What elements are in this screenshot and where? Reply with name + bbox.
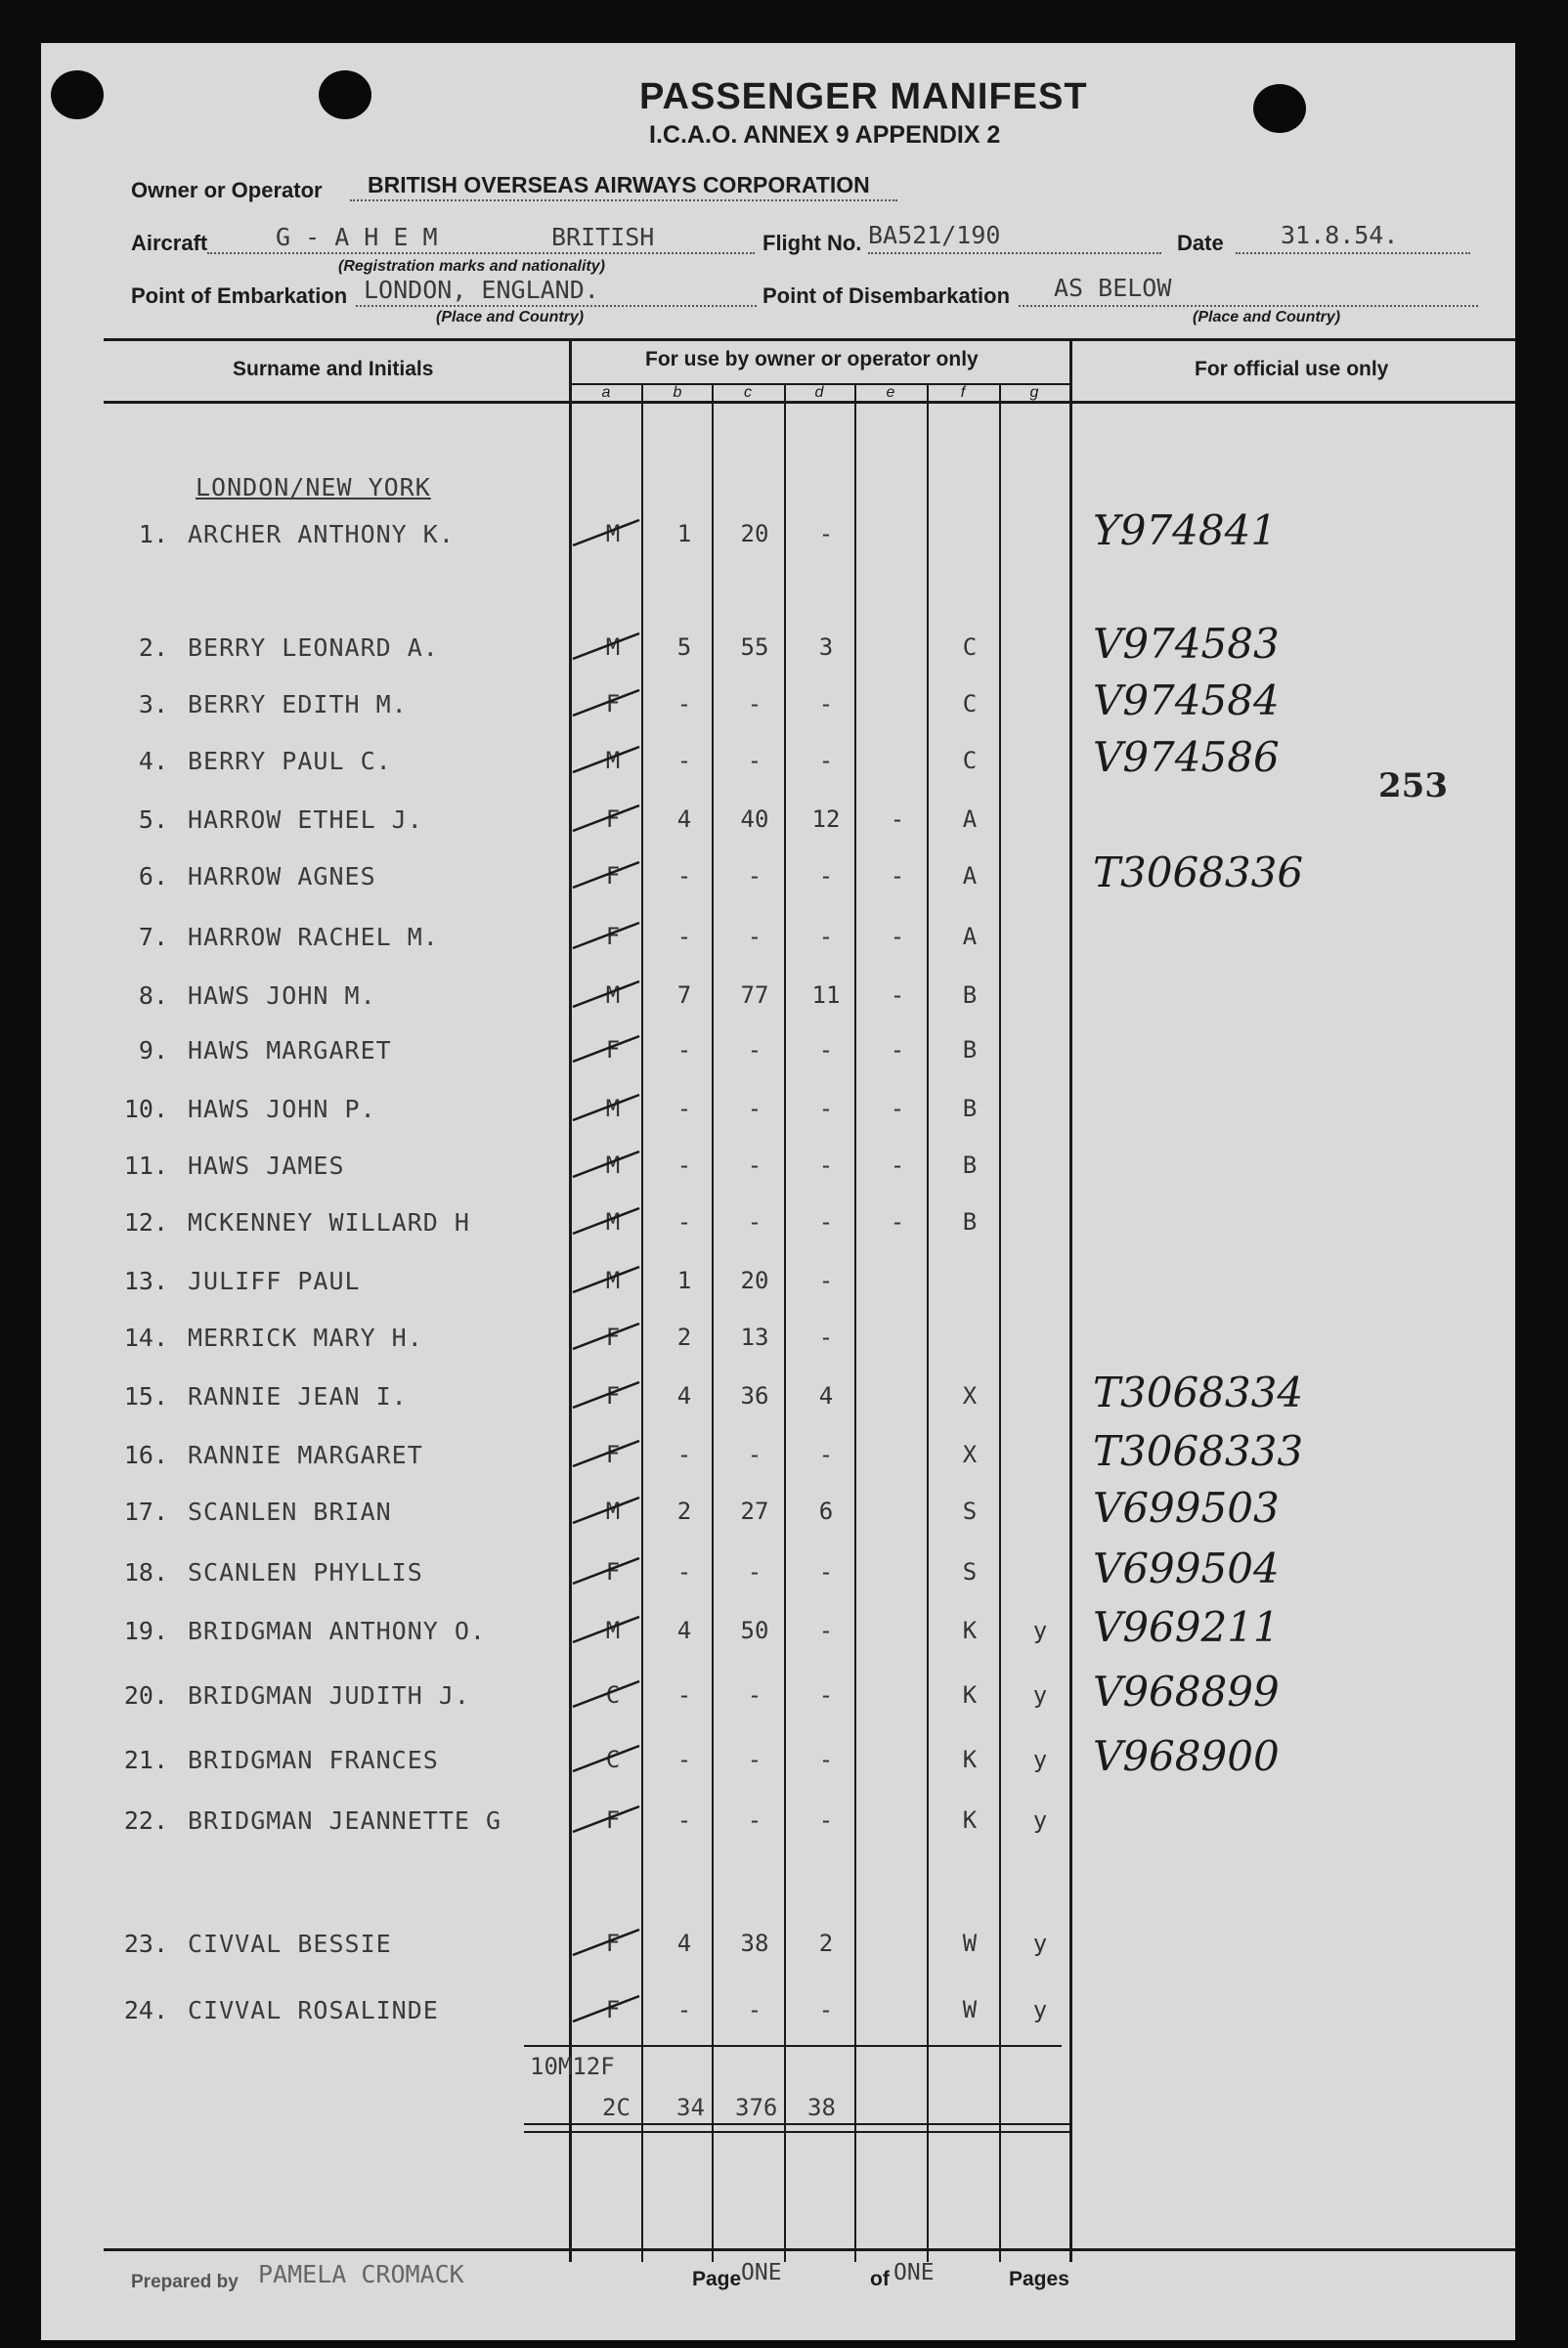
- cell-c: 38: [740, 1930, 769, 1957]
- check-mark-icon: [569, 978, 647, 1013]
- cell-e: -: [890, 1095, 905, 1122]
- cell-a: F: [605, 1036, 621, 1064]
- cell-d: -: [818, 1996, 834, 2023]
- cell-a: M: [605, 747, 621, 774]
- cell-e: -: [890, 981, 905, 1009]
- check-mark-icon: [569, 516, 647, 551]
- cell-c: -: [747, 1441, 762, 1468]
- cell-f: K: [962, 1806, 978, 1834]
- check-mark-icon: [569, 1204, 647, 1239]
- cell-f: X: [962, 1441, 978, 1468]
- official-use-number: V974586: [1093, 733, 1280, 781]
- owner-value: BRITISH OVERSEAS AIRWAYS CORPORATION: [368, 172, 870, 197]
- cell-c: -: [747, 1806, 762, 1834]
- cell-d: 3: [818, 633, 834, 661]
- subcolumn-a: a: [601, 384, 611, 401]
- row-number: 16.: [123, 1441, 168, 1469]
- check-mark-icon: [569, 1742, 647, 1777]
- cell-c: -: [747, 1036, 762, 1064]
- cell-d: 6: [818, 1498, 834, 1525]
- cell-c: -: [747, 747, 762, 774]
- cell-b: -: [676, 1152, 692, 1179]
- cell-c: 20: [740, 520, 769, 547]
- row-number: 23.: [123, 1930, 168, 1958]
- cell-a: M: [605, 1498, 621, 1525]
- cell-f: A: [962, 862, 978, 890]
- cell-b: 1: [676, 520, 692, 547]
- passenger-name: HARROW RACHEL M.: [188, 923, 439, 951]
- cell-e: -: [890, 1152, 905, 1179]
- cell-b: -: [676, 747, 692, 774]
- passenger-name: HARROW AGNES: [188, 862, 376, 891]
- cell-a: F: [605, 805, 621, 833]
- cell-d: -: [818, 1267, 834, 1294]
- cell-c: -: [747, 1208, 762, 1236]
- cell-b: -: [676, 690, 692, 717]
- check-mark-icon: [569, 919, 647, 954]
- disembarkation-value: AS BELOW: [1054, 274, 1172, 302]
- cell-a: F: [605, 1806, 621, 1834]
- passenger-name: CIVVAL ROSALINDE: [188, 1996, 439, 2024]
- passenger-name: BERRY EDITH M.: [188, 690, 408, 718]
- cell-g: y: [1032, 1617, 1048, 1644]
- aircraft-value: G - A H E M: [276, 223, 438, 251]
- cell-c: -: [747, 1558, 762, 1586]
- cell-b: -: [676, 1036, 692, 1064]
- check-mark-icon: [569, 1803, 647, 1838]
- check-mark-icon: [569, 1926, 647, 1961]
- check-mark-icon: [569, 1992, 647, 2027]
- passenger-name: BERRY LEONARD A.: [188, 633, 439, 662]
- row-number: 19.: [123, 1617, 168, 1645]
- cell-f: B: [962, 1152, 978, 1179]
- cell-d: -: [818, 520, 834, 547]
- cell-f: C: [962, 690, 978, 717]
- cell-d: -: [818, 1806, 834, 1834]
- cell-f: C: [962, 633, 978, 661]
- manifest-subtitle: I.C.A.O. ANNEX 9 APPENDIX 2: [649, 121, 1001, 149]
- page-value: ONE: [741, 2260, 782, 2285]
- row-number: 3.: [138, 690, 168, 718]
- row-number: 24.: [123, 1996, 168, 2024]
- flight-value: BA521/190: [868, 221, 1001, 249]
- passenger-name: BRIDGMAN ANTHONY O.: [188, 1617, 486, 1645]
- cell-f: A: [962, 923, 978, 950]
- cell-b: -: [676, 1681, 692, 1709]
- row-number: 11.: [123, 1152, 168, 1180]
- cell-b: 4: [676, 1617, 692, 1644]
- cell-d: -: [818, 1558, 834, 1586]
- cell-f: W: [962, 1930, 978, 1957]
- cell-f: B: [962, 1095, 978, 1122]
- passenger-name: HAWS JAMES: [188, 1152, 345, 1180]
- official-use-number: T3068333: [1093, 1427, 1304, 1475]
- cell-b: -: [676, 923, 692, 950]
- official-use-number: V969211: [1093, 1603, 1280, 1651]
- passenger-name: BRIDGMAN FRANCES: [188, 1746, 439, 1774]
- column-header-owner: For use by owner or operator only: [645, 348, 979, 370]
- cell-g: y: [1032, 1996, 1048, 2023]
- page-label: Page: [692, 2268, 742, 2290]
- subcolumn-b: b: [673, 384, 682, 401]
- official-use-number: T3068336: [1093, 848, 1304, 896]
- passenger-name: HARROW ETHEL J.: [188, 805, 423, 834]
- cell-a: C: [605, 1746, 621, 1773]
- cell-c: 27: [740, 1498, 769, 1525]
- check-mark-icon: [569, 743, 647, 778]
- check-mark-icon: [569, 1613, 647, 1648]
- check-mark-icon: [569, 1148, 647, 1183]
- column-header-surname: Surname and Initials: [233, 358, 434, 380]
- manifest-title: PASSENGER MANIFEST: [639, 76, 1088, 117]
- cell-b: 1: [676, 1267, 692, 1294]
- cell-c: 36: [740, 1382, 769, 1410]
- cell-d: 2: [818, 1930, 834, 1957]
- check-mark-icon: [569, 1091, 647, 1126]
- row-number: 13.: [123, 1267, 168, 1295]
- cell-a: F: [605, 1441, 621, 1468]
- cell-c: 13: [740, 1324, 769, 1351]
- cell-c: 55: [740, 633, 769, 661]
- totals-c: 376: [735, 2094, 778, 2121]
- row-number: 7.: [138, 923, 168, 951]
- check-mark-icon: [569, 1677, 647, 1713]
- row-number: 4.: [138, 747, 168, 775]
- row-number: 20.: [123, 1681, 168, 1710]
- check-mark-icon: [569, 802, 647, 837]
- official-use-number: T3068334: [1093, 1369, 1304, 1416]
- cell-a: M: [605, 520, 621, 547]
- cell-d: -: [818, 1152, 834, 1179]
- cell-f: K: [962, 1681, 978, 1709]
- passenger-name: RANNIE JEAN I.: [188, 1382, 408, 1411]
- cell-d: 4: [818, 1382, 834, 1410]
- row-number: 18.: [123, 1558, 168, 1587]
- subcolumn-f: f: [960, 384, 966, 401]
- passenger-name: SCANLEN PHYLLIS: [188, 1558, 423, 1587]
- cell-a: M: [605, 1267, 621, 1294]
- cell-c: 20: [740, 1267, 769, 1294]
- check-mark-icon: [569, 686, 647, 721]
- pages-label: Pages: [1009, 2268, 1069, 2290]
- passenger-name: MERRICK MARY H.: [188, 1324, 423, 1352]
- check-mark-icon: [569, 1554, 647, 1589]
- cell-a: M: [605, 633, 621, 661]
- subcolumn-c: c: [744, 384, 752, 401]
- row-number: 9.: [138, 1036, 168, 1065]
- subcolumn-d: d: [814, 384, 824, 401]
- cell-a: F: [605, 690, 621, 717]
- cell-b: -: [676, 862, 692, 890]
- cell-a: M: [605, 1617, 621, 1644]
- cell-f: B: [962, 1036, 978, 1064]
- cell-d: -: [818, 747, 834, 774]
- row-number: 12.: [123, 1208, 168, 1237]
- cell-a: F: [605, 1558, 621, 1586]
- cell-b: -: [676, 1746, 692, 1773]
- row-number: 10.: [123, 1095, 168, 1123]
- date-value: 31.8.54.: [1281, 221, 1399, 249]
- cell-b: -: [676, 1996, 692, 2023]
- cell-a: F: [605, 1996, 621, 2023]
- cell-d: -: [818, 1681, 834, 1709]
- passenger-name: BERRY PAUL C.: [188, 747, 392, 775]
- aircraft-label: Aircraft: [131, 231, 208, 255]
- cell-d: -: [818, 1095, 834, 1122]
- cell-b: 4: [676, 1382, 692, 1410]
- punch-hole-left: [51, 70, 104, 119]
- cell-a: M: [605, 1208, 621, 1236]
- cell-f: B: [962, 981, 978, 1009]
- cell-a: F: [605, 1324, 621, 1351]
- cell-a: M: [605, 1152, 621, 1179]
- check-mark-icon: [569, 1378, 647, 1413]
- row-number: 21.: [123, 1746, 168, 1774]
- official-use-number: V968900: [1093, 1732, 1280, 1780]
- cell-c: -: [747, 1746, 762, 1773]
- cell-b: -: [676, 1806, 692, 1834]
- cell-d: 12: [811, 805, 841, 833]
- cell-c: -: [747, 1681, 762, 1709]
- cell-d: -: [818, 1617, 834, 1644]
- official-use-number: V699503: [1093, 1484, 1280, 1532]
- passenger-name: HAWS MARGARET: [188, 1036, 392, 1065]
- page-stamp-number: 253: [1378, 766, 1448, 805]
- cell-d: 11: [811, 981, 841, 1009]
- totals-count: 10M12F: [530, 2053, 615, 2080]
- official-use-number: V699504: [1093, 1544, 1280, 1592]
- cell-d: -: [818, 923, 834, 950]
- cell-c: -: [747, 923, 762, 950]
- cell-a: C: [605, 1681, 621, 1709]
- totals-a: 2C: [602, 2094, 631, 2121]
- cell-c: 50: [740, 1617, 769, 1644]
- cell-f: S: [962, 1498, 978, 1525]
- check-mark-icon: [569, 1263, 647, 1298]
- row-number: 17.: [123, 1498, 168, 1526]
- cell-e: -: [890, 923, 905, 950]
- cell-d: -: [818, 1036, 834, 1064]
- subcolumn-e: e: [886, 384, 895, 401]
- row-number: 1.: [138, 520, 168, 548]
- cell-c: -: [747, 862, 762, 890]
- cell-d: -: [818, 1746, 834, 1773]
- cell-a: F: [605, 1930, 621, 1957]
- passenger-name: SCANLEN BRIAN: [188, 1498, 392, 1526]
- official-use-number: V974583: [1093, 620, 1280, 668]
- passenger-name: BRIDGMAN JUDITH J.: [188, 1681, 470, 1710]
- cell-g: y: [1032, 1930, 1048, 1957]
- row-number: 2.: [138, 633, 168, 662]
- cell-f: K: [962, 1617, 978, 1644]
- cell-c: 77: [740, 981, 769, 1009]
- column-header-official: For official use only: [1195, 358, 1389, 380]
- check-mark-icon: [569, 1437, 647, 1472]
- row-number: 22.: [123, 1806, 168, 1835]
- passenger-name: HAWS JOHN P.: [188, 1095, 376, 1123]
- check-mark-icon: [569, 630, 647, 665]
- of-value: ONE: [893, 2260, 935, 2285]
- cell-f: K: [962, 1746, 978, 1773]
- cell-c: -: [747, 1996, 762, 2023]
- row-number: 8.: [138, 981, 168, 1010]
- cell-d: -: [818, 1324, 834, 1351]
- cell-b: 2: [676, 1324, 692, 1351]
- official-use-number: V968899: [1093, 1668, 1280, 1716]
- cell-d: -: [818, 690, 834, 717]
- punch-hole-center: [319, 70, 371, 119]
- cell-f: C: [962, 747, 978, 774]
- cell-b: -: [676, 1558, 692, 1586]
- cell-g: y: [1032, 1746, 1048, 1773]
- check-mark-icon: [569, 1320, 647, 1355]
- cell-b: 4: [676, 1930, 692, 1957]
- cell-f: X: [962, 1382, 978, 1410]
- embarkation-value: LONDON, ENGLAND.: [364, 276, 599, 304]
- cell-b: -: [676, 1441, 692, 1468]
- official-use-number: V974584: [1093, 676, 1280, 724]
- cell-b: 2: [676, 1498, 692, 1525]
- cell-d: -: [818, 1208, 834, 1236]
- flight-label: Flight No.: [762, 231, 862, 255]
- passenger-name: CIVVAL BESSIE: [188, 1930, 392, 1958]
- cell-d: -: [818, 862, 834, 890]
- cell-b: 4: [676, 805, 692, 833]
- owner-label: Owner or Operator: [131, 178, 323, 202]
- cell-c: 40: [740, 805, 769, 833]
- prepared-value: PAMELA CROMACK: [258, 2260, 464, 2288]
- aircraft-nationality: BRITISH: [551, 223, 655, 251]
- passenger-name: MCKENNEY WILLARD H: [188, 1208, 470, 1237]
- row-number: 15.: [123, 1382, 168, 1411]
- disembarkation-note: (Place and Country): [1193, 309, 1341, 326]
- disembarkation-label: Point of Disembarkation: [762, 283, 1011, 308]
- cell-c: -: [747, 690, 762, 717]
- check-mark-icon: [569, 1032, 647, 1067]
- embarkation-label: Point of Embarkation: [131, 283, 348, 308]
- prepared-label: Prepared by: [131, 2272, 239, 2292]
- cell-e: -: [890, 862, 905, 890]
- cell-b: 5: [676, 633, 692, 661]
- totals-b: 34: [676, 2094, 705, 2121]
- row-number: 5.: [138, 805, 168, 834]
- cell-a: M: [605, 981, 621, 1009]
- totals-d: 38: [807, 2094, 836, 2121]
- cell-b: 7: [676, 981, 692, 1009]
- cell-g: y: [1032, 1806, 1048, 1834]
- cell-a: F: [605, 862, 621, 890]
- cell-b: -: [676, 1095, 692, 1122]
- section-title: LONDON/NEW YORK: [196, 473, 431, 501]
- cell-f: W: [962, 1996, 978, 2023]
- registration-note: (Registration marks and nationality): [338, 258, 605, 275]
- date-label: Date: [1177, 231, 1224, 255]
- passenger-name: HAWS JOHN M.: [188, 981, 376, 1010]
- cell-f: B: [962, 1208, 978, 1236]
- manifest-page: [41, 43, 1515, 2340]
- of-label: of: [870, 2268, 890, 2290]
- passenger-name: RANNIE MARGARET: [188, 1441, 423, 1469]
- cell-e: -: [890, 1208, 905, 1236]
- row-number: 6.: [138, 862, 168, 891]
- embarkation-note: (Place and Country): [436, 309, 585, 326]
- check-mark-icon: [569, 1494, 647, 1529]
- cell-d: -: [818, 1441, 834, 1468]
- passenger-name: JULIFF PAUL: [188, 1267, 361, 1295]
- passenger-name: ARCHER ANTHONY K.: [188, 520, 455, 548]
- cell-f: A: [962, 805, 978, 833]
- subcolumn-g: g: [1029, 384, 1039, 401]
- passenger-name: BRIDGMAN JEANNETTE G: [188, 1806, 502, 1835]
- official-use-number: Y974841: [1093, 506, 1278, 554]
- row-number: 14.: [123, 1324, 168, 1352]
- cell-b: -: [676, 1208, 692, 1236]
- cell-e: -: [890, 1036, 905, 1064]
- cell-e: -: [890, 805, 905, 833]
- punch-hole-right: [1253, 84, 1306, 133]
- cell-a: M: [605, 1095, 621, 1122]
- cell-c: -: [747, 1095, 762, 1122]
- cell-c: -: [747, 1152, 762, 1179]
- cell-g: y: [1032, 1681, 1048, 1709]
- check-mark-icon: [569, 858, 647, 893]
- cell-a: F: [605, 1382, 621, 1410]
- cell-f: S: [962, 1558, 978, 1586]
- cell-a: F: [605, 923, 621, 950]
